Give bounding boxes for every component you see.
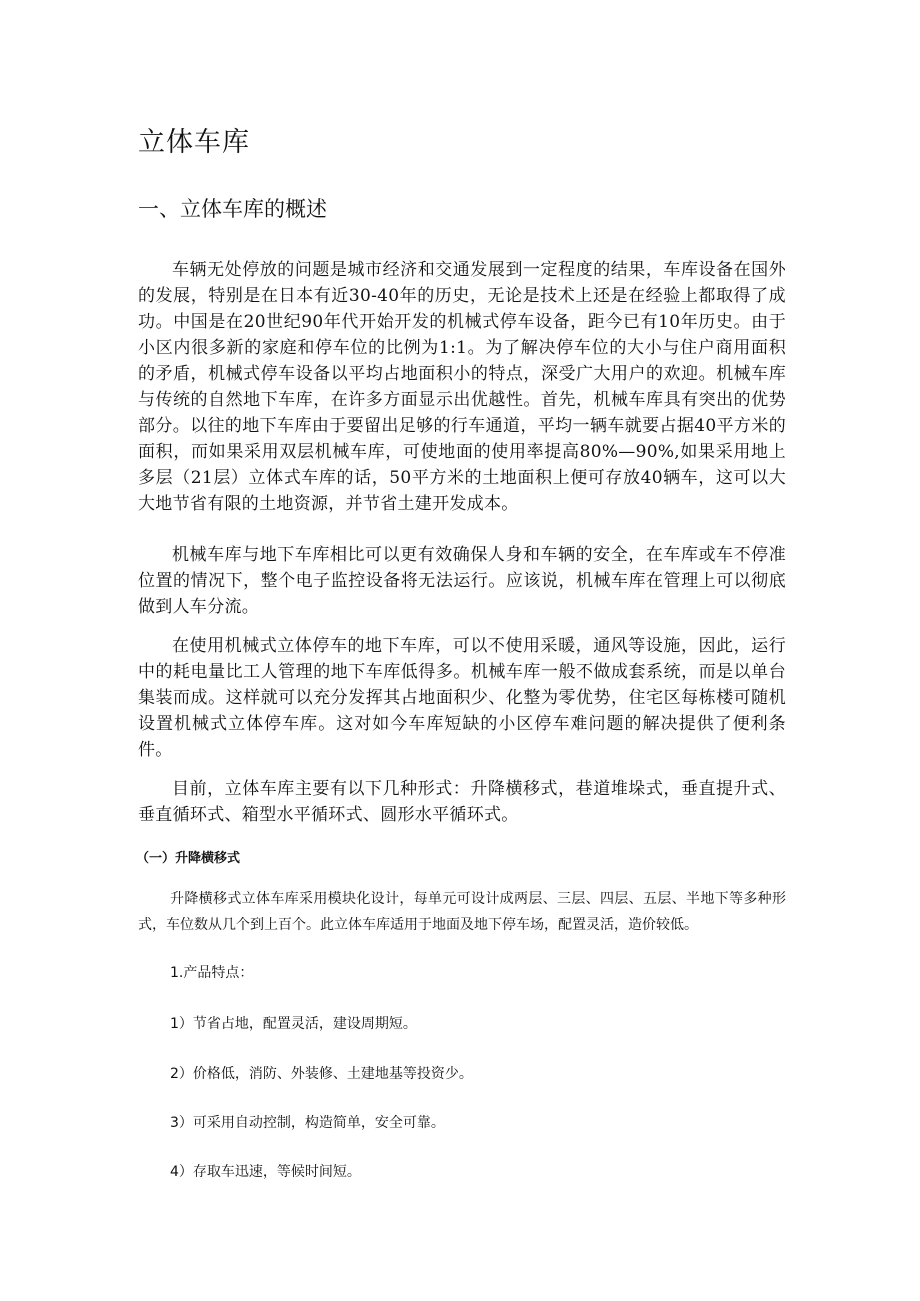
features-heading: 1.产品特点： — [170, 965, 254, 981]
feature-item: 3）可采用自动控制，构造简单，安全可靠。 — [170, 1115, 445, 1131]
feature-item: 2）价格低，消防、外装修、土建地基等投资少。 — [170, 1066, 473, 1082]
paragraph-overview: 车辆无处停放的问题是城市经济和交通发展到一定程度的结果，车库设备在国外的发展，特别是在日本有近30-40年的历史，无论是技术上还是在经验上都取得了成功。中国是在20世纪90年代开始开发的机械式停车设备，距今已有10年历史。由于小区内很多新的家庭和停车位的比例为1:1。为了解决停车位的大小与住户商用面积的矛盾，机械式停车设备以平均占地面积小的特点，深受广大用户的欢迎。机械车库与传统的自然地下车库，在许多方面显示出优越性。首先，机械车库具有突出的优势部分。以往的地下车库由于要留出足够的行车通道，平均一辆车就要占据40平方米的面积，而如果采用双层机械车库，可使地面的使用率提高80%—90%,如果采用地上多层（21层）立体式车库的话，50平方米的土地面积上便可存放40辆车，这可以大大地节省有限的土地资源，并节省土建开发成本。 — [138, 260, 786, 514]
feature-item: 1）节省占地，配置灵活，建设周期短。 — [170, 1016, 417, 1032]
paragraph-energy: 在使用机械式立体停车的地下车库，可以不使用采暖，通风等设施，因此，运行中的耗电量比工人管理的地下车库低得多。机械车库一般不做成套系统，而是以单台集装而成。这样就可以充分发挥其占地面积少、化整为零优势，住宅区每栋楼可随机设置机械式立体停车库。这对如今车库短缺的小区停车难问题的解决提供了便利条件。 — [138, 636, 786, 760]
subsection-title: （一）升降横移式 — [136, 851, 241, 866]
paragraph-types: 目前，立体车库主要有以下几种形式：升降横移式，巷道堆垛式，垂直提升式、垂直循环式、箱型水平循环式、圆形水平循环式。 — [138, 779, 786, 825]
feature-item: 4）存取车迅速，等候时间短。 — [170, 1164, 361, 1180]
subsection-description: 升降横移式立体车库采用模块化设计，每单元可设计成两层、三层、四层、五层、半地下等多种形式，车位数从几个到上百个。此立体车库适用于地面及地下停车场，配置灵活，造价较低。 — [138, 891, 786, 933]
document-title: 立体车库 — [138, 127, 250, 158]
section-title: 一、立体车库的概述 — [138, 197, 327, 221]
paragraph-safety: 机械车库与地下车库相比可以更有效确保人身和车辆的安全，在车库或车不停准位置的情况下，整个电子监控设备将无法运行。应该说，机械车库在管理上可以彻底做到人车分流。 — [138, 545, 786, 617]
